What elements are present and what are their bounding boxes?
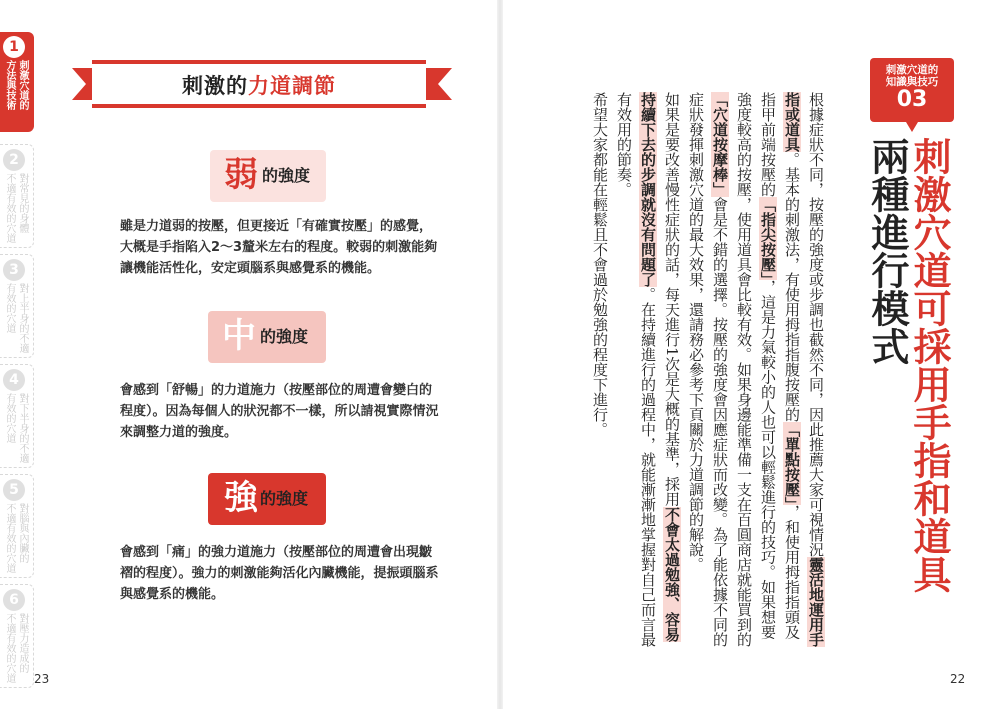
badge-label: 的強度 [260,327,309,346]
medium-intensity-badge [208,311,326,363]
badge-label: 的強度 [262,166,311,185]
page-number-left: 23 [34,672,50,686]
banner-title [92,70,426,100]
chapter-number: 5 [3,479,25,501]
body-text-run: 如果是要改善慢性症狀的話，每天進行1次是大概的基準，採用 [663,92,681,507]
strong-intensity-badge [208,473,326,525]
chapter-tab-label: 對下半身的不適 [17,393,28,463]
banner-title-highlight: 力道調節 [248,74,336,98]
chapter-tab-label: 對腦與內臟的 [17,503,28,563]
body-text [588,92,828,652]
chapter-tab-label: 刺激穴道的 [17,60,28,110]
section-label-line1: 刺激穴道的 [885,64,939,76]
body-paragraph-2 [612,92,684,652]
chapter-number: 1 [3,36,25,58]
chapter-tab-2[interactable] [0,144,34,248]
body-emphasis: 靈活地運用手指或道具 [783,92,825,647]
banner-title-text: 刺激的 [182,74,248,98]
medium-glyph: 中 [222,316,256,356]
strong-glyph: 強 [224,478,258,518]
badge-label: 的強度 [260,489,309,508]
chapter-tab-label: 對常見的身體 [17,173,28,233]
section-number: 03 [896,87,928,112]
page-number-right: 22 [950,672,966,686]
section-label [870,58,954,122]
body-paragraph-1 [684,92,828,652]
section-banner [92,60,426,108]
page-title-line1: 刺激穴道可採用手指和道具 [907,137,951,593]
chapter-tab-3[interactable] [0,254,34,358]
body-text-run: ，和使用拇指指頭及指甲前端按壓的 [759,92,801,640]
body-text-run: ，這是力氣較小的人也可以輕鬆進行的技巧。如果想要強度較高的按壓，使用道具會比較有效。如果身邊能準備一支在百圓商店就能買到的 [735,92,777,647]
section-label-line2: 知識與技巧 [885,76,939,88]
chapter-tab-label: 不適有效的穴道 [4,503,15,573]
chapter-tab-label: 有效的穴道 [4,283,15,333]
chapter-tab-label: 不適有效的穴道 [4,173,15,243]
body-text-run: 。基本的刺激法，有使用拇指指腹按壓的 [783,152,801,422]
body-text-run: 會是不錯的選擇。按壓的強度會因應症狀而改變。為了能依據不同的症狀發揮刺激穴道的最大效果，還請務必參考下頁關於力道調節的解說。 [687,92,729,647]
chapter-tab-label: 對壓力造成的 [17,613,28,673]
chapter-number: 4 [3,369,25,391]
chapter-number: 6 [3,589,25,611]
weak-intensity-badge [210,150,326,202]
chapter-number: 3 [3,259,25,281]
body-emphasis: 「穴道按摩棒」 [711,92,729,197]
weak-glyph: 弱 [224,155,258,195]
chapter-tab-5[interactable] [0,474,34,578]
strong-intensity-text: 會感到「痛」的強力道施力（按壓部位的周遭會出現皺褶的程度）。強力的刺激能夠活化內臟機能，提振頭腦系與感覺系的機能。 [120,545,439,602]
chapter-tab-label: 方法與技術 [4,60,15,110]
chapter-tab-label: 有效的穴道 [4,393,15,443]
chapter-tab-4[interactable] [0,364,34,468]
page-title-line2: 兩種進行模式 [865,137,909,365]
chapter-number: 2 [3,149,25,171]
body-emphasis: 不會太過勉強、容易持續下去的步調就沒有問題了 [639,92,681,642]
medium-intensity-text: 會感到「舒暢」的力道施力（按壓部位的周遭會變白的程度）。因為每個人的狀況都不一樣，所以請視實際情況來調整力道的強度。 [120,383,439,440]
weak-intensity-text: 雖是力道弱的按壓，但更接近「有確實按壓」的感覺，大概是手指陷入2～3釐米左右的程度。較弱的刺激能夠讓機能活性化，安定頭腦系與感覺系的機能。 [120,219,438,276]
chapter-tab-1[interactable] [0,32,34,132]
chapter-tab-6[interactable] [0,584,34,688]
chapter-tab-label: 對上半身的不適 [17,283,28,353]
chapter-tab-label: 不適有效的穴道 [4,613,15,683]
body-paragraph-3: 希望大家都能在輕鬆且不會過於勉強的程度下進行。 [591,92,609,437]
body-text-run: 根據症狀不同，按壓的強度或步調也截然不同，因此推薦大家可視情況 [807,92,825,557]
body-emphasis: 「單點按壓」 [783,422,801,505]
body-text-run: 。在持續進行的過程中，就能漸漸地掌握對自己而言最有效用的節奏。 [615,92,657,647]
body-emphasis: 「指尖按壓」 [759,197,777,280]
